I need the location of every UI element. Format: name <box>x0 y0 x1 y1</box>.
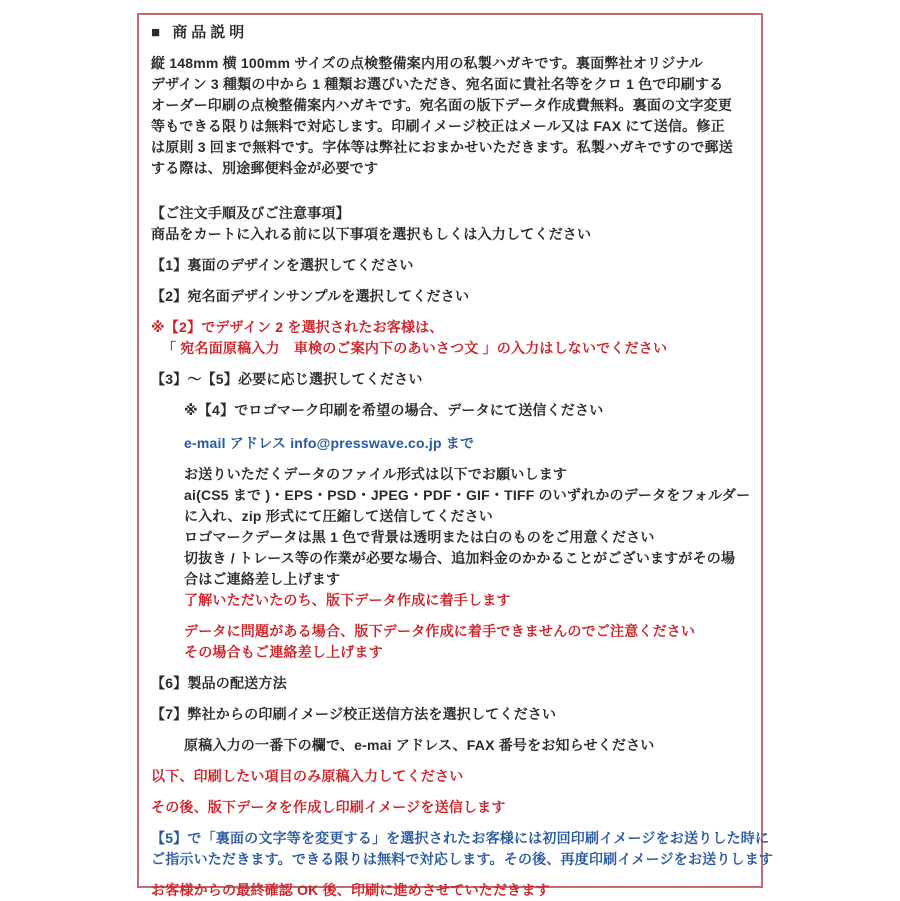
proof-start-note-line-1: 了解いただいたのち、版下データ作成に着手します <box>184 592 511 608</box>
step-2-warning-line-2: 「 宛名面原稿入力 車検のご案内下のあいさつ文 」の入力はしないでください <box>162 340 668 356</box>
product-description-heading <box>151 22 753 43</box>
data-problem-warning-line-2: その場合もご連絡差し上げます <box>184 644 383 660</box>
order-instructions-header <box>151 203 753 245</box>
step-5-change-note-line-2: ご指示いただきます。できる限りは無料で対応します。その後、再度印刷イメージをお送りします <box>151 851 774 867</box>
email-address-line-line-1[interactable]: e-mail アドレス info@presswave.co.jp まで <box>184 435 475 451</box>
step-5-change-note-line-1: 【5】で「裏面の文字等を変更する」を選択されたお客様には初回印刷イメージをお送りした時に <box>151 830 770 846</box>
step-1 <box>151 255 753 276</box>
product-description-document <box>137 13 774 898</box>
step-1-line-1: 【1】裏面のデザインを選択してください <box>151 257 414 273</box>
step-6-line-1: 【6】製品の配送方法 <box>151 675 287 691</box>
email-address-line <box>151 433 753 454</box>
data-format-instructions-line-6: 合はご連絡差し上げます <box>184 571 341 587</box>
data-format-instructions-line-4: ロゴマークデータは黒 1 色で背景は透明または白のものをご用意ください <box>184 529 655 545</box>
product-summary-line-5: は原則 3 回まで無料です。字体等は弊社におまかせいただきます。私製ハガキですので郵送 <box>151 139 733 155</box>
contact-entry-note <box>151 735 753 756</box>
product-summary-line-4: 等もできる限りは無料で対応します。印刷イメージ校正はメール又は FAX にて送信。修正 <box>151 118 725 134</box>
proof-send-note-line-1: その後、版下データを作成し印刷イメージを送信します <box>151 799 506 815</box>
step-2-line-1: 【2】宛名面デザインサンプルを選択してください <box>151 288 470 304</box>
product-summary-line-3: オーダー印刷の点検整備案内ハガキです。宛名面の版下データ作成費無料。裏面の文字変更 <box>151 97 733 113</box>
steps-3-to-5 <box>151 369 753 390</box>
data-problem-warning <box>151 621 753 663</box>
product-summary-line-1: 縦 148mm 横 100mm サイズの点検整備案内用の私製ハガキです。裏面弊社オリジナル <box>151 55 704 71</box>
step-2-warning <box>151 317 753 359</box>
order-instructions-header-line-1: 【ご注文手順及びご注意事項】 <box>151 205 350 221</box>
step-6 <box>151 673 753 694</box>
step-7-line-1: 【7】弊社からの印刷イメージ校正送信方法を選択してください <box>151 706 557 722</box>
data-format-instructions-line-3: に入れ、zip 形式にて圧縮して送信してください <box>184 508 493 524</box>
product-summary-line-6: する際は、別途郵便料金が必要です <box>151 160 379 176</box>
step-7 <box>151 704 753 725</box>
data-problem-warning-line-1: データに問題がある場合、版下データ作成に着手できませんのでご注意ください <box>184 623 696 639</box>
step-5-change-note <box>151 828 774 870</box>
product-summary-line-2: デザイン 3 種類の中から 1 種類お選びいただき、宛名面に貴社名等をクロ 1 色で印刷する <box>151 76 724 92</box>
step-2-warning-line-1: ※【2】でデザイン 2 を選択されたお客様は、 <box>151 319 444 335</box>
proof-start-note <box>151 590 753 611</box>
contact-entry-note-line-1: 原稿入力の一番下の欄で、e-mai アドレス、FAX 番号をお知らせください <box>184 737 655 753</box>
steps-3-to-5-line-1: 【3】～【5】必要に応じ選択してください <box>151 371 423 387</box>
final-confirmation-note <box>151 880 753 901</box>
product-description-heading-line-1: ■ 商品説明 <box>151 24 249 41</box>
data-format-instructions-line-2: ai(CS5 まで )・EPS・PSD・JPEG・PDF・GIF・TIFF のいずれかのデータをフォルダー <box>184 487 751 503</box>
order-instructions-header-line-2: 商品をカートに入れる前に以下事項を選択もしくは入力してください <box>151 226 592 242</box>
data-format-instructions-line-1: お送りいただくデータのファイル形式は以下でお願いします <box>184 466 568 482</box>
step-2 <box>151 286 753 307</box>
product-summary <box>151 53 753 179</box>
final-confirmation-note-line-1: お客様からの最終確認 OK 後、印刷に進めさせていただきます <box>151 882 550 898</box>
step-4-logo-note-line-1: ※【4】でロゴマーク印刷を希望の場合、データにて送信ください <box>184 402 604 418</box>
step-4-logo-note <box>151 400 753 421</box>
proof-send-note <box>151 797 753 818</box>
data-format-instructions-line-5: 切抜き / トレース等の作業が必要な場合、追加料金のかかることがございますがその場 <box>184 550 736 566</box>
input-only-note <box>151 766 753 787</box>
data-format-instructions <box>151 464 753 590</box>
input-only-note-line-1: 以下、印刷したい項目のみ原稿入力してください <box>151 768 464 784</box>
